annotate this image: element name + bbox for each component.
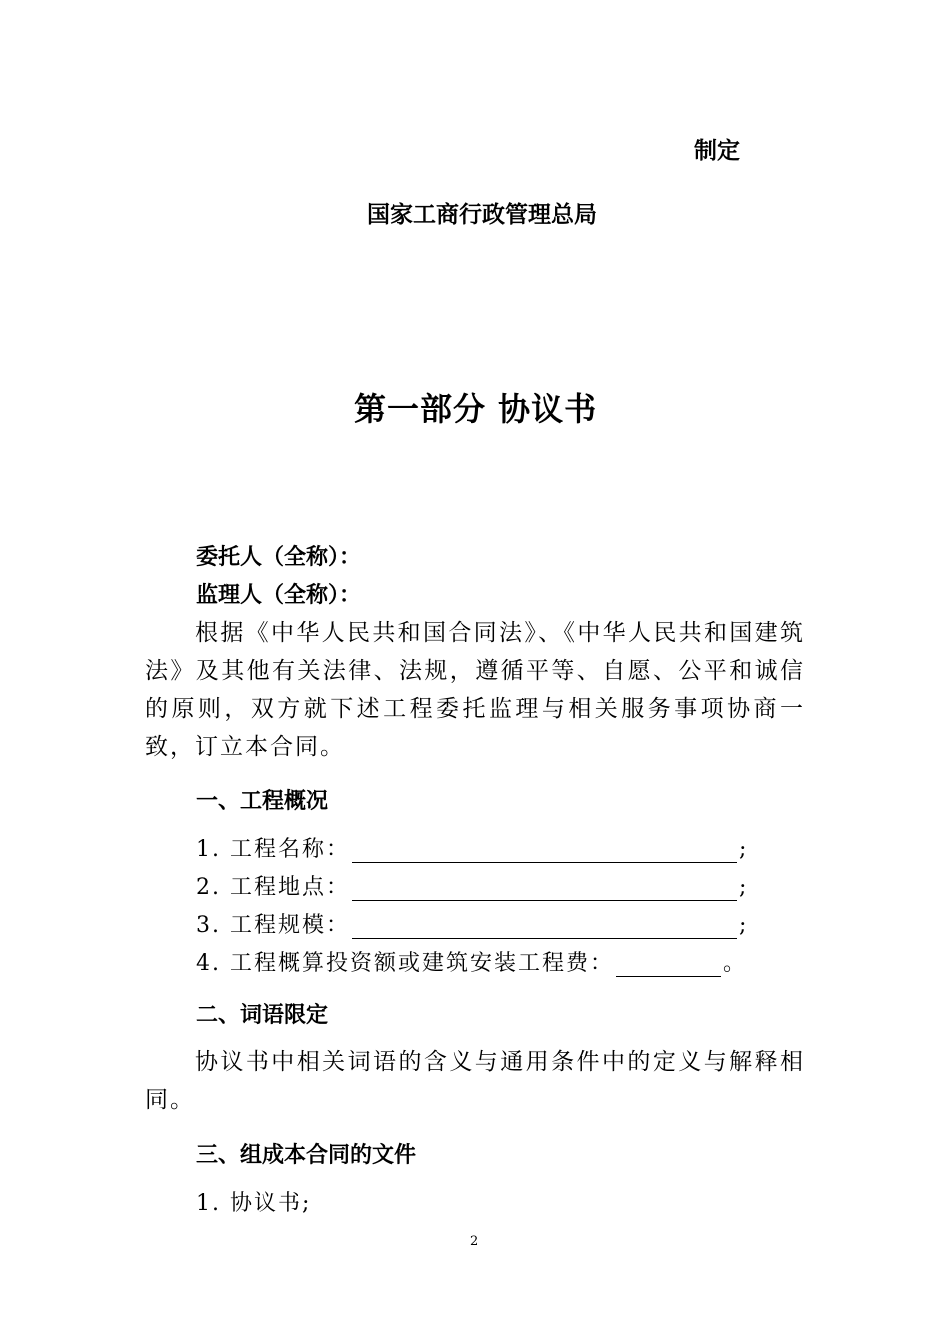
page-number: 2	[470, 1234, 479, 1249]
supervisor-label: 监理人（全称）：	[196, 583, 362, 608]
project-location-field[interactable]	[352, 878, 737, 901]
item-number: 1.	[196, 1191, 221, 1216]
item-terminator: ;	[739, 913, 749, 938]
project-name-label: 工程名称：	[230, 837, 351, 862]
section-2-heading: 二、词语限定	[196, 1003, 329, 1028]
project-scale-row	[196, 908, 748, 939]
client-label: 委托人（全称）：	[196, 545, 362, 570]
section-3-heading: 三、组成本合同的文件	[196, 1143, 417, 1168]
section-2-paragraph: 协议书中相关词语的含义与通用条件中的定义与解释相同。	[145, 1049, 805, 1113]
document-item-label: 协议书;	[230, 1191, 312, 1216]
item-number: 2.	[196, 875, 221, 900]
item-number: 4.	[196, 951, 221, 976]
part-title: 第一部分 协议书	[354, 390, 598, 428]
investment-amount-label: 工程概算投资额或建筑安装工程费：	[230, 951, 615, 976]
item-number: 3.	[196, 913, 221, 938]
item-terminator: ;	[739, 875, 749, 900]
project-name-row	[196, 832, 748, 863]
investment-amount-row	[196, 946, 747, 977]
issuing-agency: 国家工商行政管理总局	[367, 202, 597, 228]
section-1-heading: 一、工程概况	[196, 789, 329, 814]
investment-amount-field[interactable]	[616, 954, 721, 977]
item-terminator: 。	[723, 951, 748, 976]
project-scale-label: 工程规模：	[230, 913, 351, 938]
item-number: 1.	[196, 837, 221, 862]
project-location-label: 工程地点：	[230, 875, 351, 900]
document-list-item	[196, 1186, 311, 1217]
item-terminator: ;	[739, 837, 749, 862]
project-scale-field[interactable]	[352, 916, 737, 939]
project-name-field[interactable]	[352, 840, 737, 863]
preamble-paragraph: 根据《中华人民共和国合同法》、《中华人民共和国建筑法》及其他有关法律、法规，遵循平等、自愿、公平和诚信的原则，双方就下述工程委托监理与相关服务事项协商一致，订立本合同。	[145, 620, 805, 760]
issuer-suffix: 制定	[694, 138, 740, 164]
project-location-row	[196, 870, 748, 901]
